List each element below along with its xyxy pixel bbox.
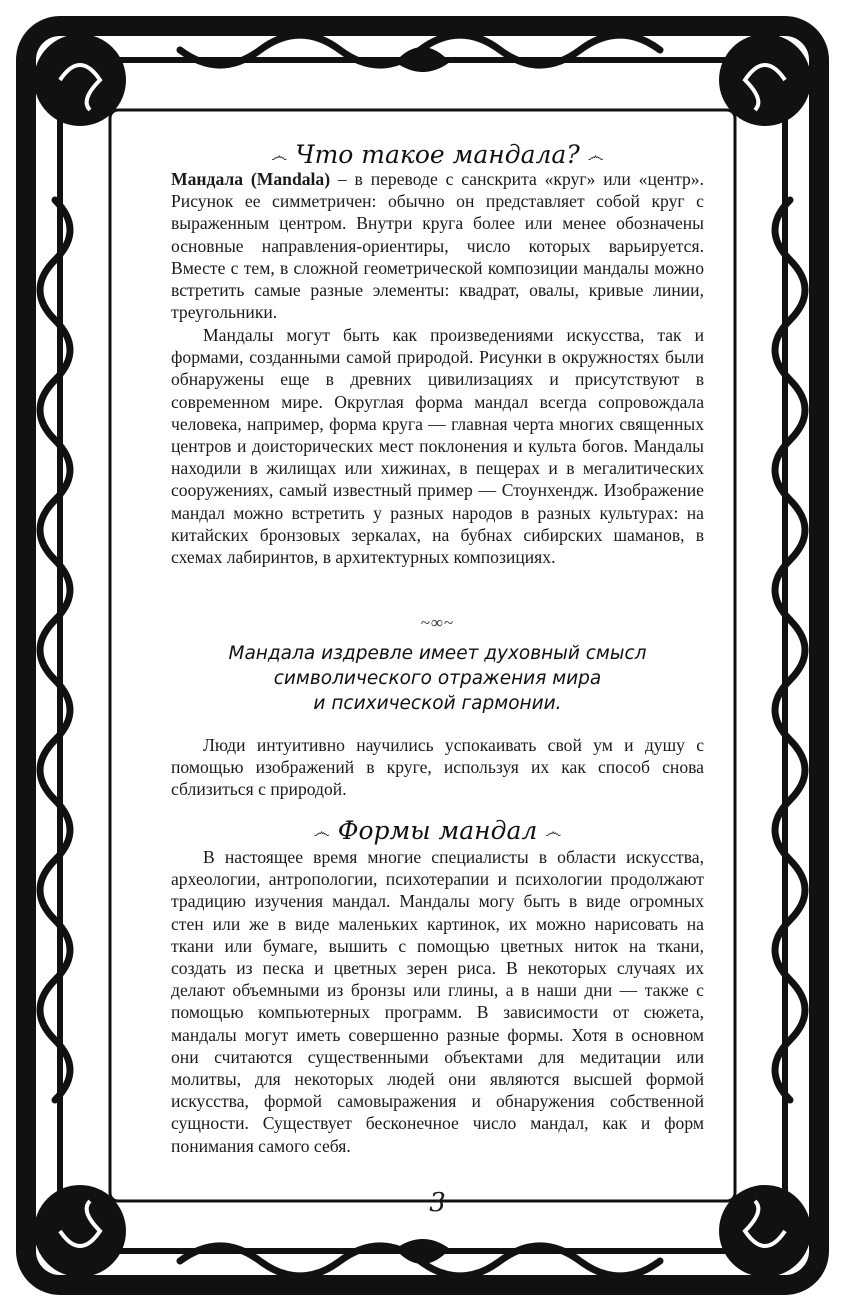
- swirl-ornament-right-icon: ෴: [545, 822, 562, 843]
- heading-text: Формы мандал: [337, 816, 538, 845]
- swirl-ornament-right-icon: ෴: [587, 146, 604, 167]
- pull-quote: [161, 641, 714, 716]
- swirl-ornament-left-icon: ෴: [313, 822, 330, 843]
- term-mandala: Мандала (Mandala): [171, 169, 331, 189]
- paragraph-forms: В настоящее время многие специалисты в области искусства, археологии, антропологии, психотерапии и психологии продолжают традицию изучения мандал. Мандалы могу быть в виде огромных стен или же в виде маленьких картинок, их можно нарисовать на ткани или бумаге, вышить с помощью цветных ниток на ткани, создать из песка и цветных зерен риса. В некоторых случаях их делают объемными из бронзы или глины, а в наши дни — также с помощью компьютерных программ. В зависимости от сюжета, мандалы могут иметь совершенно разные формы. Хотя в основном они считаются существенными объектами для медитации или молитвы, для некоторых людей они являются высшей формой искусства, формой самовыражения и обнаружения собственной сущности. Существует бесконечное число мандал, как и форм понимания самого себя.: [171, 847, 704, 1156]
- paragraph-history: Мандалы могут быть как произведениями искусства, так и формами, созданными самой природой. Рисунки в окружностях были обнаружены еще в древних цивилизациях и присутствуют в современном мире. Округлая форма мандал всегда сопровождала человека, например, форма круга — главная черта многих священных центров и доисторических мест поклонения и культа богов. Мандалы находили в жилищах или хижинах, в пещерах и в мегалитических сооружениях, самый известный пример — Стоунхендж. Изображение мандал можно встретить у разных народов в разных культурах: на китайских бронзовых зеркалах, на бубнах сибирских шаманов, в схемах лабиринтов, в архитектурных композициях.: [171, 325, 704, 568]
- section-heading-what-is-mandala: [171, 140, 704, 172]
- paragraph-intuition: Люди интуитивно научились успокаивать свой ум и душу с помощью изображений в круге, используя их как способ снова сблизиться с природой.: [171, 735, 704, 800]
- paragraph-definition: [171, 168, 704, 323]
- heading-text: Что такое мандала?: [295, 140, 580, 169]
- definition-text: – в переводе с санскрита «круг» или «центр». Рисунок ее симметричен: обычно он представляет собой круг с выраженным центром. Внутри круга более или менее обозначены основные направления-ориентиры, число которых варьируется. Вместе с тем, в сложной геометрической композиции мандалы можно встретить самые разные элементы: квадрат, овалы, кривые линии, треугольники.: [171, 169, 704, 323]
- section-heading-forms: [171, 816, 704, 848]
- quote-line-3: и психической гармонии.: [313, 693, 562, 714]
- divider-ornament-icon: ~∞~: [420, 613, 455, 632]
- quote-line-1: Мандала издревле имеет духовный смысл: [228, 643, 647, 664]
- swirl-ornament-left-icon: ෴: [271, 146, 288, 167]
- quote-line-2: символического отражения мира: [273, 668, 602, 689]
- page-number: 3: [429, 1188, 446, 1218]
